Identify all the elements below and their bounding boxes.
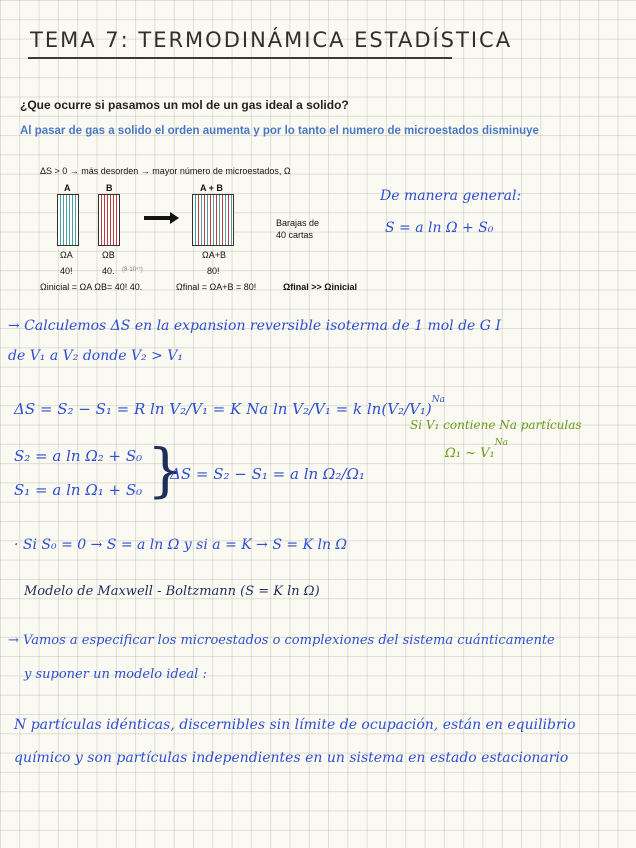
equation-s1: S₁ = a ln Ω₁ + S₀ bbox=[14, 481, 143, 499]
note-green-2 bbox=[445, 438, 508, 461]
note-quimico: químico y son partículas independientes en un sistema en estado estacionario bbox=[14, 750, 569, 766]
figure-label-a: A bbox=[64, 183, 71, 193]
deck-a bbox=[57, 194, 79, 246]
omega-final: Ωfinal = ΩA+B = 80! bbox=[176, 282, 257, 292]
note-si-s0: · Si S₀ = 0 → S = a ln Ω y si a = K → S = K ln Ω bbox=[14, 537, 348, 553]
figure-arrow-head bbox=[170, 212, 179, 224]
note-general-formula: S = a ln Ω + S₀ bbox=[385, 220, 494, 236]
deck-b bbox=[98, 194, 120, 246]
figure-label-ab: A + B bbox=[200, 183, 223, 193]
equation-delta-s-omega: ΔS = S₂ − S₁ = a ln Ω₂/Ω₁ bbox=[170, 465, 365, 483]
note-modelo: Modelo de Maxwell - Boltzmann (S = K ln Ω) bbox=[24, 584, 320, 599]
equation-s2: S₂ = a ln Ω₂ + S₀ bbox=[14, 447, 143, 465]
count-ab: 80! bbox=[207, 266, 220, 276]
count-b: 40. bbox=[102, 266, 115, 276]
omega-a: ΩA bbox=[60, 250, 73, 260]
deck-caption-1: Barajas de bbox=[276, 218, 320, 228]
note-expansion-2: de V₁ a V₂ donde V₂ > V₁ bbox=[8, 348, 184, 364]
figure-arrow-shaft bbox=[144, 216, 170, 220]
note-expansion-1: → Calculemos ΔS en la expansion reversible isoterma de 1 mol de G I bbox=[8, 318, 501, 334]
page-title: TEMA 7: TERMODINÁMICA ESTADÍSTICA bbox=[30, 28, 513, 52]
equation-delta-s-exponent: Na bbox=[431, 395, 446, 405]
brace-icon: } bbox=[147, 436, 184, 504]
count-a: 40! bbox=[60, 266, 73, 276]
omega-compare: Ωfinal >> Ωinicial bbox=[283, 282, 357, 292]
figure-label-b: B bbox=[106, 183, 113, 193]
equation-delta-s bbox=[14, 395, 446, 418]
deck-ab bbox=[192, 194, 234, 246]
omega-ab: ΩA+B bbox=[202, 250, 226, 260]
omega-b: ΩB bbox=[102, 250, 115, 260]
note-vamos-2: y suponer un modelo ideal : bbox=[24, 667, 207, 682]
omega-initial: Ωinicial = ΩA ΩB= 40! 40. bbox=[40, 282, 143, 292]
note-green-2-body: Ω₁ ~ V₁ bbox=[445, 446, 495, 461]
answer: Al pasar de gas a solido el orden aumenta y por lo tanto el numero de microestados disminuye bbox=[20, 125, 539, 137]
figure-header: ΔS > 0 → más desorden → mayor número de microestados, Ω bbox=[40, 166, 291, 176]
note-green-2-exponent: Na bbox=[494, 438, 508, 448]
note-n-particulas: N partículas idénticas, discernibles sin límite de ocupación, están en equilibrio bbox=[14, 717, 576, 733]
title-underline bbox=[28, 57, 452, 59]
question: ¿Que ocurre si pasamos un mol de un gas ideal a solido? bbox=[20, 98, 349, 112]
note-vamos-1: → Vamos a especificar los microestados o complexiones del sistema cuánticamente bbox=[8, 633, 555, 648]
deck-caption-2: 40 cartas bbox=[276, 230, 314, 240]
note-general: De manera general: bbox=[380, 188, 522, 204]
equation-delta-s-body: ΔS = S₂ − S₁ = R ln V₂/V₁ = K Na ln V₂/V₁ = k ln(V₂/V₁) bbox=[14, 400, 432, 418]
count-b-note: (8·10⁴⁷) bbox=[122, 267, 143, 273]
note-green-1: Si V₁ contiene Na partículas bbox=[410, 418, 582, 432]
